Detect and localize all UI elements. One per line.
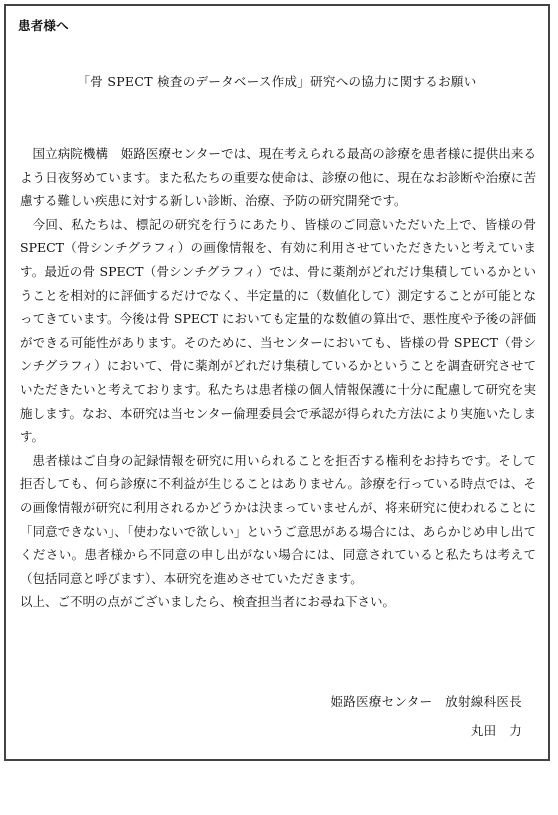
letter-body <box>20 142 536 614</box>
signature-name: 丸田 力 <box>470 723 522 738</box>
paragraph-contact: 以上、ご不明の点がございましたら、検査担当者にお尋ね下さい。 <box>20 594 396 610</box>
paragraph-right-to-refuse: 患者様はご自身の記録情報を研究に用いられることを拒否する権利をお持ちです。そして拒否しても、何ら診療に不利益が生じることはありません。診療を行っている時点では、その画像情報が研究に利用されるかどうかは決まっていませんが、将来研究に使われることに「同意できない」、「使わないで欲しい」というご意思がある場合には、あらかじめ申し出てください。患者様から不同意の申し出がない場合には、同意されていると私たちは考えて（包括同意と呼びます）、本研究を進めさせていただきます。 <box>20 452 536 586</box>
recipient-heading: 患者様へ <box>18 18 69 33</box>
letter-frame <box>4 4 550 761</box>
paragraph-research-purpose: 今回、私たちは、標記の研究を行うにあたり、皆様のご同意いただいた上で、皆様の骨 SPECT（骨シンチグラフィ）の画像情報を、有効に利用させていただきたいと考えています。最近の骨 SPECT（骨シンチグラフィ）では、骨に薬剤がどれだけ集積しているかということを相対的に評価するだけでなく、半定量的に（数値化して）測定することが可能となってきています。今後は骨 SPECT においても定量的な数値の算出で、悪性度や予後の評価ができる可能性があります。そのために、当センターにおいても、皆様の骨 SPECT（骨シンチグラフィ）において、骨に薬剤がどれだけ集積しているかということを調査研究させていただきたいと考えております。私たちは患者様の個人情報保護に十分に配慮して研究を実施します。なお、本研究は当センター倫理委員会で承認が得られた方法により実施いたします。 <box>20 216 536 445</box>
signature-organization: 姫路医療センター 放射線科医長 <box>330 694 522 709</box>
document-title: 「骨 SPECT 検査のデータベース作成」研究への協力に関するお願い <box>77 74 477 89</box>
paragraph-introduction: 国立病院機構 姫路医療センターでは、現在考えられる最高の診療を患者様に提供出来るよう日夜努めています。また私たちの重要な使命は、診療の他に、現在なお診断や治療に苦慮する難しい疾患に対する新しい診断、治療、予防の研究開発です。 <box>20 146 536 209</box>
